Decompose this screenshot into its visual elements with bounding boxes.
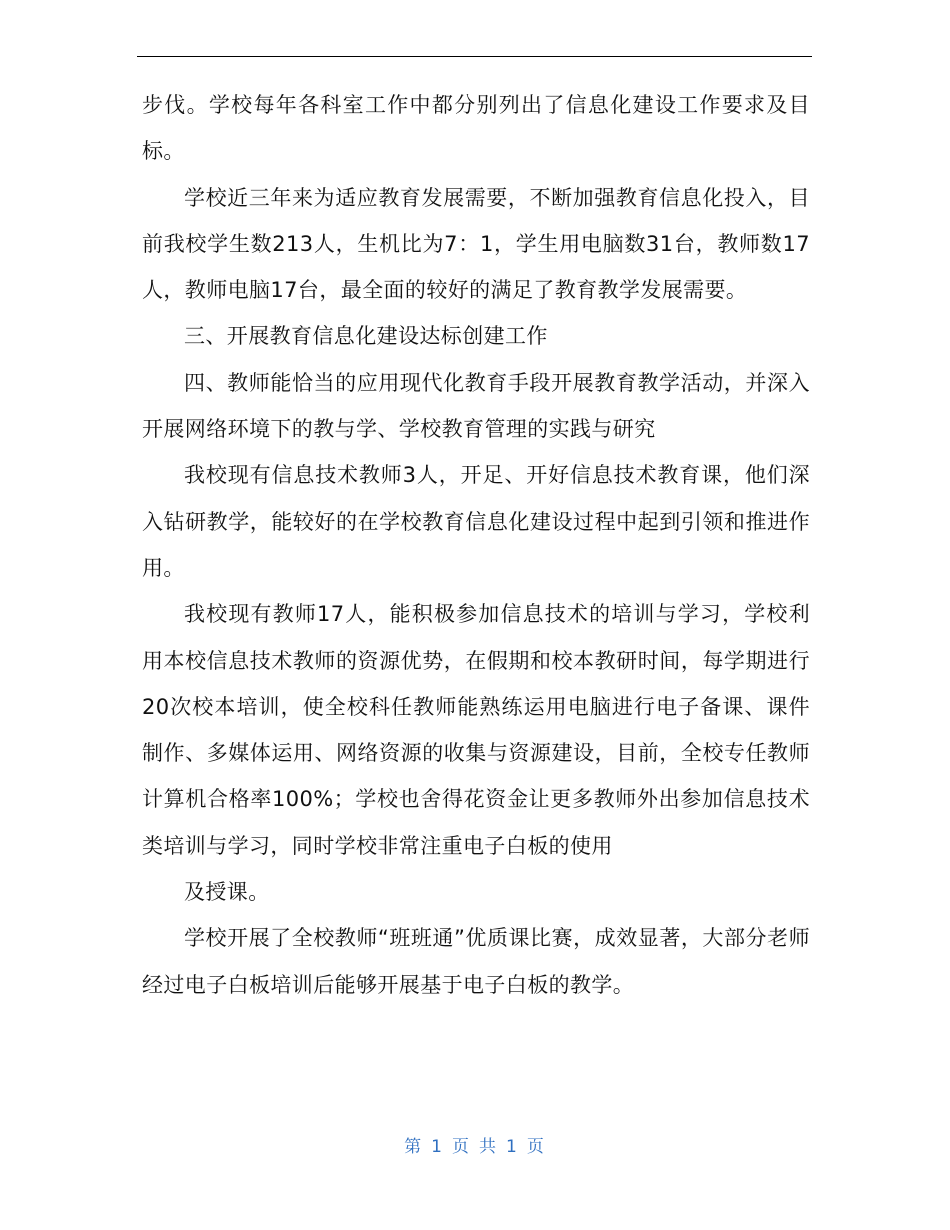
section-heading-4: 四、教师能恰当的应用现代化教育手段开展教育教学活动，并深入开展网络环境下的教与学、学校教育管理的实践与研究	[142, 370, 810, 442]
paragraph-1: 步伐。学校每年各科室工作中都分别列出了信息化建设工作要求及目标。	[142, 93, 810, 164]
footer-current-page: 1	[431, 1137, 444, 1157]
paragraph-2: 学校近三年来为适应教育发展需要，不断加强教育信息化投入，目前我校学生数213人，生机比为7：1，学生用电脑数31台，教师数17人，教师电脑17台，最全面的较好的满足了教育教学发展需要。	[142, 185, 810, 303]
paragraph-8: 学校开展了全校教师“班班通”优质课比赛，成效显著，大部分老师经过电子白板培训后能够开展基于电子白板的教学。	[142, 926, 810, 997]
page-footer	[0, 1132, 950, 1157]
paragraph-6: 我校现有教师17人，能积极参加信息技术的培训与学习，学校利用本校信息技术教师的资源优势，在假期和校本教研时间，每学期进行20次校本培训，使全校科任教师能熟练运用电脑进行电子备课、课件制作、多媒体运用、网络资源的收集与资源建设，目前，全校专任教师计算机合格率100%；学校也舍得花资金让更多教师外出参加信息技术类培训与学习，同时学校非常注重电子白板的使用	[142, 602, 810, 858]
paragraph-5: 我校现有信息技术教师3人，开足、开好信息技术教育课，他们深入钻研教学，能较好的在学校教育信息化建设过程中起到引领和推进作用。	[142, 463, 810, 580]
document-body	[142, 82, 810, 1008]
footer-label-page: 第	[404, 1137, 424, 1157]
header-rule	[137, 56, 812, 57]
footer-label-unit: 页	[452, 1137, 471, 1157]
section-heading-3: 三、开展教育信息化建设达标创建工作	[184, 324, 548, 349]
footer-label-total: 共	[479, 1137, 498, 1157]
footer-label-unit-end: 页	[526, 1137, 546, 1157]
footer-total-pages: 1	[506, 1137, 519, 1157]
paragraph-7: 及授课。	[184, 880, 270, 905]
